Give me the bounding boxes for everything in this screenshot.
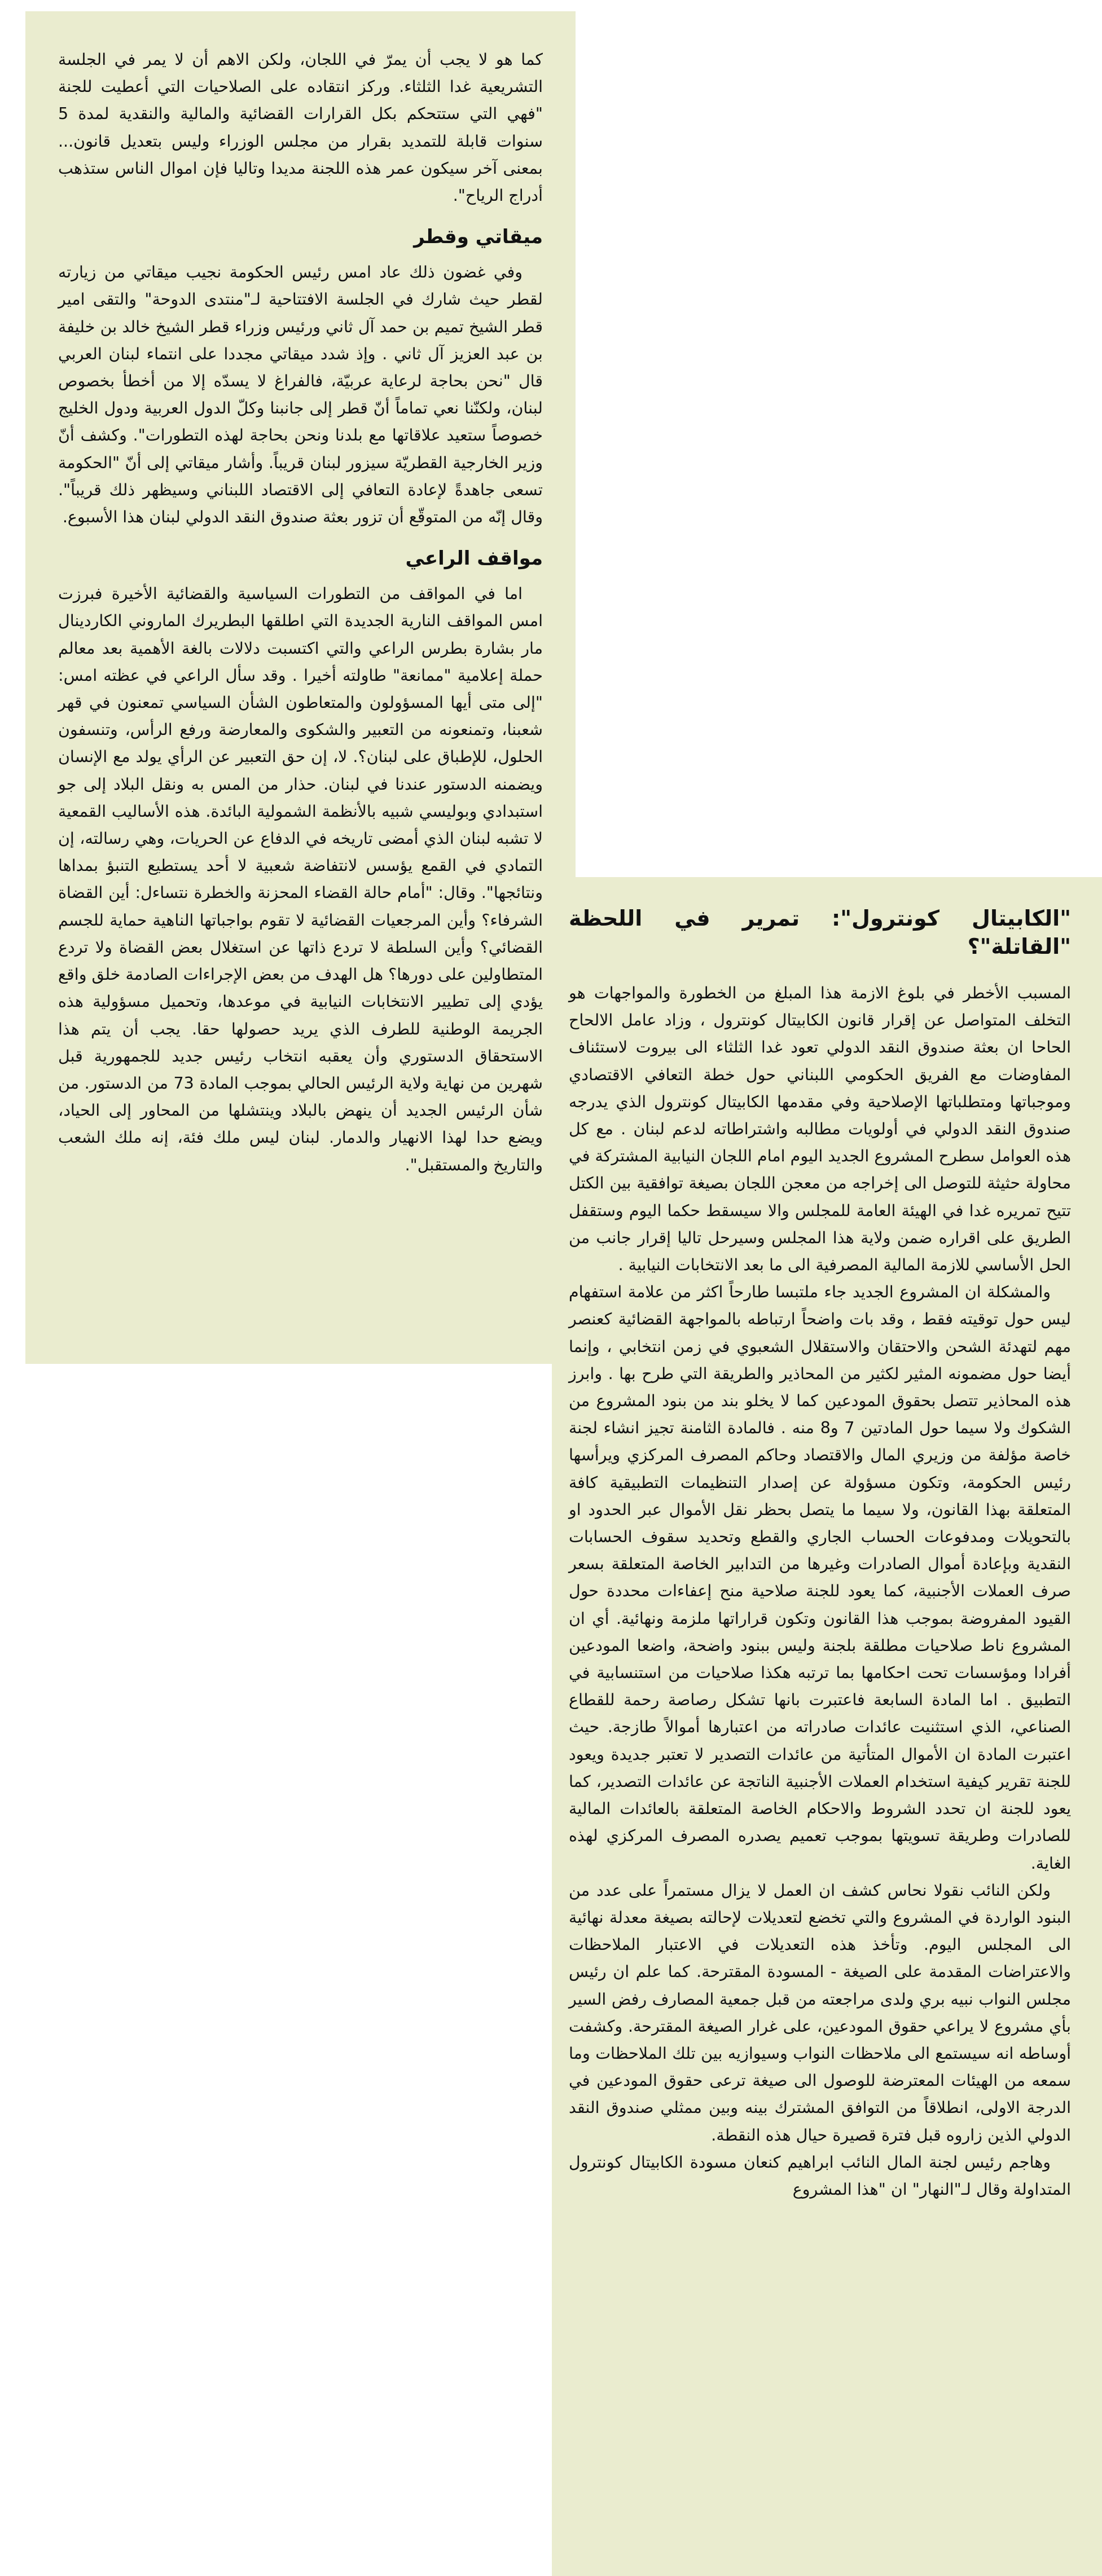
right-article-column: [552, 877, 1102, 2576]
paragraph-capital-control-1: المسبب الأخطر في بلوغ الازمة هذا المبلغ من الخطورة والمواجهات هو التخلف المتواصل عن إقرار قانون الكابيتال كونترول ، وزاد عامل الالحاح الحاحا ان بعثة صندوق النقد الدولي تعود غدا الثلثاء الى بيروت لاستئناف المفاوضات مع الفريق الحكومي اللبناني حول خطة التعافي الاقتصادي وموجباتها ومتطلباتها الإصلاحية وفي مقدمها الكابيتال كونترول الذي يدرجه صندوق النقد الدولي في أولويات مطالبه واشتراطاته لدعم لبنان . مع كل هذه العوامل سطرح المشروع الجديد اليوم امام اللجان النيابية المشتركة في محاولة حثيثة للتوصل الى إخراجه من معجن اللجان بصيغة توافقية بين الكتل تتيح تمريره غدا في الهيئة العامة للمجلس والا سيسقط حكما اليوم وستقفل الطريق على اقراره ضمن ولاية هذا المجلس وسيرحل تاليا إقرار جانب من الحل الأساسي للازمة المالية المصرفية الى ما بعد الانتخابات النيابية .: [569, 984, 1071, 1275]
left-article-column: [25, 11, 576, 1364]
subheading-rai-positions: مواقف الراعي: [405, 547, 543, 570]
paragraph-capital-control-2: والمشكلة ان المشروع الجديد جاء ملتبسا طارحاً اكثر من علامة استفهام ليس حول توقيته فقط ، وقد بات واضحاً ارتباطه بالمواجهة القضائية كعنصر مهم لتهدئة الشحن والاحتقان والاستقلال الشعبوي في زمن انتخابي ، وإنما أيضا حول مضمونه المثير لكثير من المحاذير والطريقة التي طرح بها . وابرز هذه المحاذير تتصل بحقوق المودعين كما لا يخلو بند من بنود المشروع من الشكوك ولا سيما حول المادتين 7 و8 منه . فالمادة الثامنة تجيز انشاء لجنة خاصة مؤلفة من وزيري المال والاقتصاد وحاكم المصرف المركزي ويرأسها رئيس الحكومة، وتكون مسؤولة عن إصدار التنظيمات التطبيقية كافة المتعلقة بهذا القانون، ولا سيما ما يتصل بحظر نقل الأموال عبر الحدود او بالتحويلات ومدفوعات الحساب الجاري والقطع وتحديد سقوف الحسابات النقدية وبإعادة أموال الصادرات وغيرها من التدابير الخاصة المتعلقة بسعر صرف العملات الأجنبية، كما يعود للجنة صلاحية منح إعفاءات محددة حول القيود المفروضة بموجب هذا القانون وتكون قراراتها ملزمة ونهائية. أي ان المشروع ناط صلاحيات مطلقة بلجنة وليس ببنود واضحة، واضعا المودعين أفرادا ومؤسسات تحت احكامها بما ترتبه هكذا صلاحيات من استنسابية في التطبيق . اما المادة السابعة فاعتبرت بانها تشكل رصاصة رحمة للقطاع الصناعي، الذي استثنيت عائدات صادراته من اعتبارها أموالاً طازجة. حيث اعتبرت المادة ان الأموال المتأتية من عائدات التصدير لا تعتبر جديدة ويعود للجنة تقرير كيفية استخدام العملات الأجنبية الناتجة عن عائدات التصدير، كما يعود للجنة ان تحدد الشروط والاحكام الخاصة المتعلقة بالعائدات المالية للصادرات وطريقة تسويتها بموجب تعميم يصدره المصرف المركزي لهذه الغاية.: [569, 1283, 1071, 1873]
paragraph-continuation: كما هو لا يجب أن يمرّ في اللجان، ولكن الاهم أن لا يمر في الجلسة التشريعية غدا الثلثاء. وركز انتقاده على الصلاحيات التي أعطيت للجنة "فهي التي ستتحكم بكل القرارات القضائية والمالية والنقدية لمدة 5 سنوات قابلة للتمديد بقرار من مجلس الوزراء وليس بتعديل قانون... بمعنى آخر سيكون عمر هذه اللجنة مديدا وتاليا فإن اموال الناس ستذهب أدراج الرياح".: [58, 50, 543, 205]
paragraph-capital-control-4: وهاجم رئيس لجنة المال النائب ابراهيم كنعان مسودة الكابيتال كونترول المتداولة وقال لـ"النهار" ان "هذا المشروع: [569, 2152, 1071, 2199]
subheading-mikati-qatar: ميقاتي وقطر: [414, 226, 543, 249]
paragraph-rai: اما في المواقف من التطورات السياسية والقضائية الأخيرة فبرزت امس المواقف النارية الجديدة التي اطلقها البطريرك الماروني الكاردينال مار بشارة بطرس الراعي والتي اكتسبت دلالات بالغة الأهمية بعد معالم حملة إعلامية "ممانعة" طاولته أخيرا . وقد سأل الراعي في عظته امس: "إلى متى أيها المسؤولون والمتعاطون الشأن السياسي تمعنون في قهر شعبنا، وتمنعونه من التعبير والشكوى والمعارضة ورفع الرأس، وتنسفون الحلول، للإطباق على لبنان؟. لا، إن حق التعبير عن الرأي يولد مع الإنسان ويضمنه الدستور عندنا في لبنان. حذار من المس به ونقل البلاد إلى جو استبدادي وبوليسي شبيه بالأنظمة الشمولية البائدة. هذه الأساليب القمعية لا تشبه لبنان الذي أمضى تاريخه في الدفاع عن الحريات، وهي رسالته، إن التمادي في القمع يؤسس لانتفاضة شعبية لا أحد يستطيع التنبؤ بمداها ونتائجها". وقال: "أمام حالة القضاء المحزنة والخطرة نتساءل: أين القضاة الشرفاء؟ وأين المرجعيات القضائية لا تقوم بواجباتها الناهية حماية للجسم القضائي؟ وأين السلطة لا تردع ذاتها عن استغلال بعض القضاة ولا تردع المتطاولين على دورها؟ هل الهدف من بعض الإجراءات الصادمة خلق واقع يؤدي إلى تطيير الانتخابات النيابية في موعدها، وتحميل مسؤولية هذه الجريمة الوطنية للطرف الذي يريد حصولها حقا. يجب أن يتم هذا الاستحقاق الدستوري وأن يعقبه انتخاب رئيس جديد للجمهورية قبل شهرين من نهاية ولاية الرئيس الحالي بموجب المادة 73 من الدستور. من شأن الرئيس الجديد أن ينهض بالبلاد وينتشلها من المحاور إلى الحياد، ويضع حدا لهذا الانهيار والدمار. لبنان ليس ملك فئة، إنه ملك الشعب والتاريخ والمستقبل".: [58, 584, 543, 1174]
paragraph-mikati: وفي غضون ذلك عاد امس رئيس الحكومة نجيب ميقاتي من زيارته لقطر حيث شارك في الجلسة الافتتاحية لـ"منتدى الدوحة" والتقى امير قطر الشيخ تميم بن حمد آل ثاني ورئيس وزراء قطر الشيخ خالد بن خليفة بن عبد العزيز آل ثاني . وإذ شدد ميقاتي مجددا على انتماء لبنان العربي قال "نحن بحاجة لرعاية عربيّة، فالفراغ لا يسدّه إلا من أخطأ بخصوص لبنان، ولكنّنا نعي تماماً أنّ قطر إلى جانبنا وكلّ الدول العربية ودول الخليج خصوصاً ستعيد علاقاتها مع بلدنا ونحن بحاجة لهذه التطورات". وكشف أنّ وزير الخارجية القطريّة سيزور لبنان قريباً. وأشار ميقاتي إلى أنّ "الحكومة تسعى جاهدةً لإعادة التعافي إلى الاقتصاد اللبناني وسيظهر ذلك قريباً". وقال إنّه من المتوقّع أن تزور بعثة صندوق النقد الدولي لبنان هذا الأسبوع.: [58, 263, 543, 527]
article-headline: "الكابيتال كونترول": تمرير في اللحظة "القاتلة"؟: [569, 906, 1071, 959]
paragraph-capital-control-3: ولكن النائب نقولا نحاس كشف ان العمل لا يزال مستمراً على عدد من البنود الواردة في المشروع والتي تخضع لتعديلات لإحالته بصيغة معدلة نهائية الى المجلس اليوم. وتأخذ هذه التعديلات في الاعتبار الملاحظات والاعتراضات المقدمة على الصيغة - المسودة المقترحة. كما علم ان رئيس مجلس النواب نبيه بري ولدى مراجعته من قبل جمعية المصارف رفض السير بأي مشروع لا يراعي حقوق المودعين، على غرار الصيغة المقترحة. وكشفت أوساطه انه سيستمع الى ملاحظات النواب وسيوازيه بين تلك الملاحظات وما سمعه من الهيئات المعترضة للوصول الى صيغة ترعى حقوق المودعين في الدرجة الاولى، انطلاقاً من التوافق المشترك بينه وبين ممثلي صندوق النقد الدولي الذين زاروه قبل فترة قصيرة حيال هذه النقطة.: [569, 1881, 1071, 2145]
